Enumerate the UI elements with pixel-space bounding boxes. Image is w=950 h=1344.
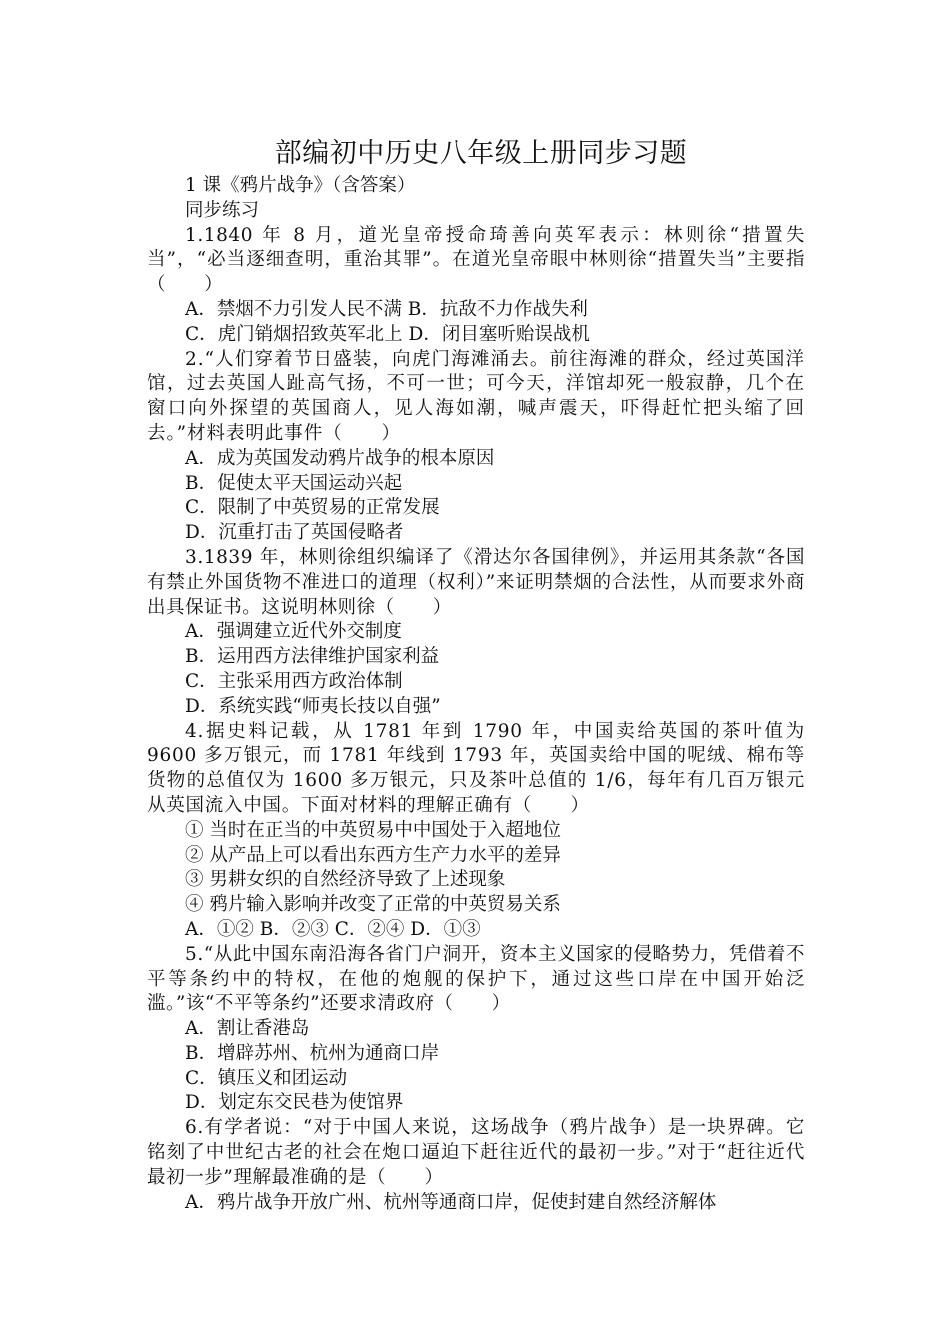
- question-stem: 4.据史料记载，从 1781 年到 1790 年，中国卖给英国的茶叶值为 9600 多万银元，而 1781 年线到 1793 年，英国卖给中国的呢绒、棉布等货物的总值仅为 1600 多万银元，只及茶叶总值的 1/6，每年有几百万银元从英国流入中国。下面对材料的理解正确有（ ）: [147, 720, 805, 816]
- document-page: [147, 134, 805, 1215]
- option-line: D．系统实践“师夷长技以自强”: [185, 695, 441, 717]
- page-title: 部编初中历史八年级上册同步习题: [274, 138, 688, 169]
- option-line: C．限制了中英贸易的正常发展: [185, 497, 440, 519]
- option-line: A．①② B．②③ C．②④ D．①③: [185, 918, 481, 940]
- option-line: A．强调建立近代外交制度: [185, 621, 402, 643]
- option-line: A．禁烟不力引发人民不满 B．抗敌不力作战失利: [185, 298, 588, 320]
- question-stem: 6.有学者说：“对于中国人来说，这场战争（鸦片战争）是一块界碑。它铭刻了中世纪古老的社会在炮口逼迫下赶往近代的最初一步。”对于“赶往近代最初一步”理解最准确的是（ ）: [147, 1117, 805, 1188]
- option-line: A．鸦片战争开放广州、杭州等通商口岸，促使封建自然经济解体: [185, 1191, 717, 1213]
- statement-line: ② 从产品上可以看出东西方生产力水平的差异: [185, 844, 561, 866]
- question-4: [147, 720, 805, 943]
- question-1: [147, 224, 805, 348]
- option-line: A．割让香港岛: [185, 1018, 310, 1040]
- question-6: [147, 1116, 805, 1215]
- question-2: [147, 348, 805, 546]
- question-3: [147, 546, 805, 720]
- question-stem: 3.1839 年，林则徐组织编译了《滑达尔各国律例》，并运用其条款“各国有禁止外国货物不准进口的道理（权利）”来证明禁烟的合法性，从而要求外商出具保证书。这说明林则徐（ ）: [147, 546, 805, 618]
- option-line: C．虎门销烟招致英军北上 D．闭目塞听贻误战机: [185, 323, 590, 345]
- question-5: [147, 943, 805, 1117]
- option-line: D．沉重打击了英国侵略者: [185, 522, 404, 544]
- option-line: C．镇压义和团运动: [185, 1067, 348, 1089]
- option-line: B．运用西方法律维护国家利益: [185, 646, 440, 668]
- option-line: D．划定东交民巷为使馆界: [185, 1092, 404, 1114]
- statement-line: ④ 鸦片输入影响并改变了正常的中英贸易关系: [185, 894, 561, 916]
- statement-line: ① 当时在正当的中英贸易中中国处于入超地位: [185, 819, 561, 841]
- option-line: B．增辟苏州、杭州为通商口岸: [185, 1042, 440, 1064]
- section-heading: 同步练习: [185, 199, 260, 221]
- option-line: A．成为英国发动鸦片战争的根本原因: [185, 447, 495, 469]
- statement-line: ③ 男耕女织的自然经济导致了上述现象: [185, 869, 506, 891]
- question-stem: 1.1840 年 8 月，道光皇帝授命琦善向英军表示：林则徐“措置失当”，“必当逐细查明，重治其罪”。在道光皇帝眼中林则徐“措置失当”主要指（ ）: [147, 224, 805, 296]
- lesson-subtitle: 1 课《鸦片战争》（含答案）: [185, 175, 416, 196]
- question-stem: 2.“人们穿着节日盛装，向虎门海滩涌去。前往海滩的群众，经过英国洋馆，过去英国人趾高气扬，不可一世；可今天，洋馆却死一般寂静，几个在窗口向外探望的英国商人，见人海如潮，喊声震天，吓得赶忙把头缩了回去。”材料表明此事件（ ）: [147, 348, 805, 444]
- question-stem: 5.“从此中国东南沿海各省门户洞开，资本主义国家的侵略势力，凭借着不平等条约中的特权，在他的炮舰的保护下，通过这些口岸在中国开始泛滥。”该“不平等条约”还要求清政府（ ）: [147, 943, 805, 1015]
- option-line: C．主张采用西方政治体制: [185, 670, 403, 692]
- option-line: B．促使太平天国运动兴起: [185, 472, 403, 494]
